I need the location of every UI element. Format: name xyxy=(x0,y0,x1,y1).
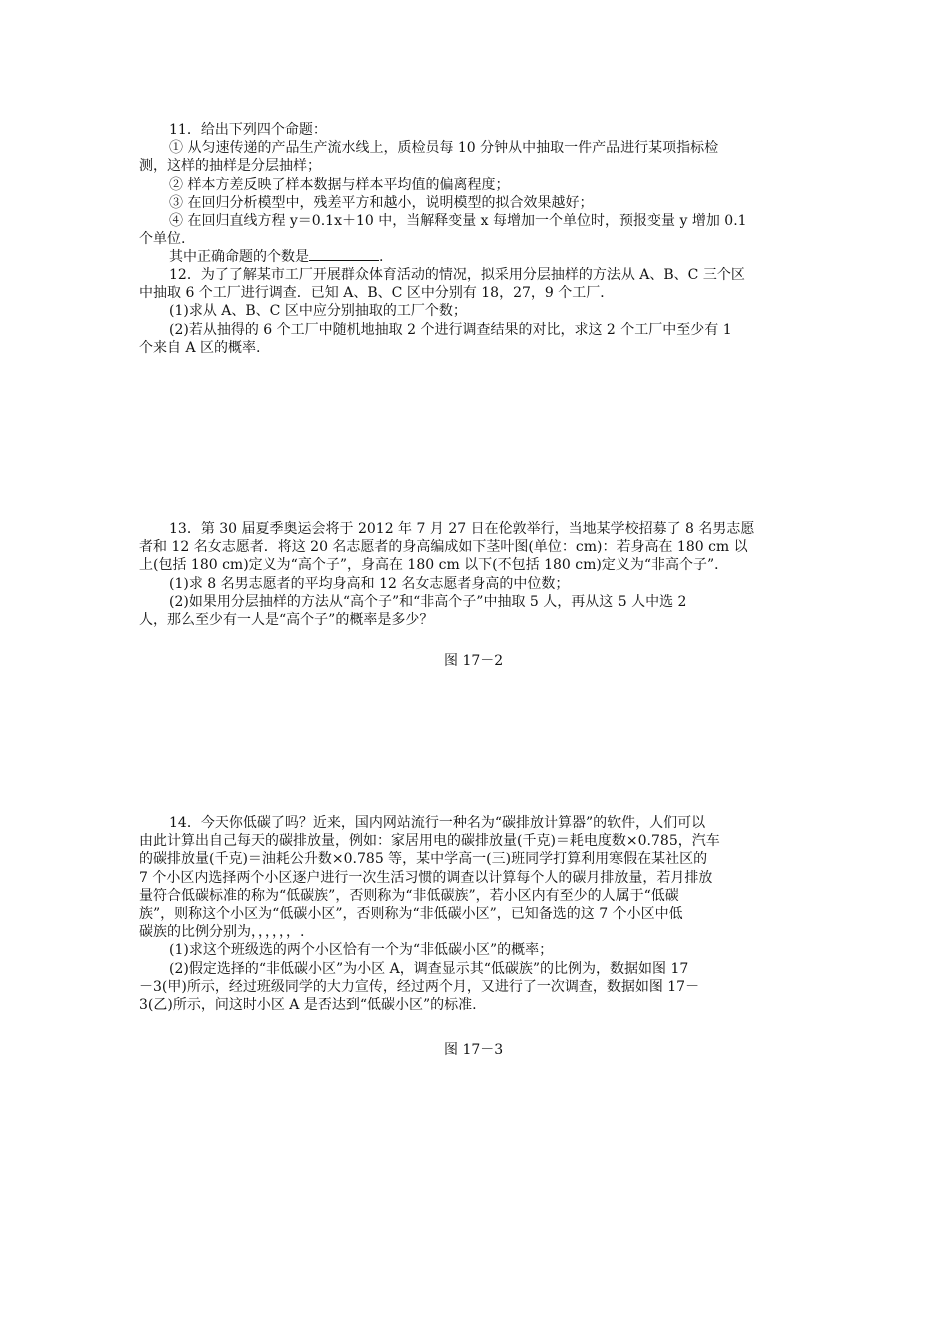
question-12 xyxy=(139,266,811,357)
q13-line-5: (2)如果用分层抽样的方法从“高个子”和“非高个子”中抽取 5 人，再从这 5 人中选 2 xyxy=(169,593,687,610)
q14-line-2: 由此计算出自己每天的碳排放量，例如：家居用电的碳排放量(千克)＝耗电度数×0.785，汽车 xyxy=(139,833,720,850)
q12-line-1: 12．为了了解某市工厂开展群众体育活动的情况，拟采用分层抽样的方法从 A、B、C 三个区 xyxy=(169,267,745,283)
question-11 xyxy=(139,121,811,267)
q11-line-6: ④ 在回归直线方程 y＝0.1x＋10 中，当解释变量 x 每增加一个单位时，预报变量 y 增加 0.1 xyxy=(169,213,747,230)
q11-answer-line xyxy=(139,248,811,266)
q13-line-4: (1)求 8 名男志愿者的平均身高和 12 名女志愿者身高的中位数； xyxy=(169,575,570,592)
question-14 xyxy=(139,814,811,1014)
q11-answer-end: . xyxy=(379,249,384,266)
q11-line-5: ③ 在回归分析模型中，残差平方和越小，说明模型的拟合效果越好； xyxy=(169,194,594,211)
q14-line-9: (2)假定选择的“非低碳小区”为小区 A，调查显示其“低碳族”的比例为，数据如图 17 xyxy=(169,960,689,977)
q11-line-3: 测，这样的抽样是分层抽样； xyxy=(139,158,321,175)
q14-line-5: 量符合低碳标准的称为“低碳族”，否则称为“非低碳族”，若小区内有至少的人属于“低碳 xyxy=(139,887,679,904)
q12-line-4: (2)若从抽得的 6 个工厂中随机地抽取 2 个进行调查结果的对比，求这 2 个工厂中至少有 1 xyxy=(169,321,732,338)
question-13 xyxy=(139,520,811,629)
q11-line-1: 11．给出下列四个命题： xyxy=(169,122,327,138)
q14-line-3: 的碳排放量(千克)＝油耗公升数×0.785 等，某中学高一(三)班同学打算利用寒假在某社区的 xyxy=(139,851,708,868)
q12-line-2: 中抽取 6 个工厂进行调查．已知 A、B、C 区中分别有 18，27，9 个工厂． xyxy=(139,285,615,302)
answer-blank xyxy=(309,248,379,261)
q12-line-5: 个来自 A 区的概率. xyxy=(139,339,261,356)
q12-line-3: (1)求从 A、B、C 区中应分别抽取的工厂个数； xyxy=(169,303,467,320)
q14-line-11: 3(乙)所示，问这时小区 A 是否达到“低碳小区”的标准. xyxy=(139,997,477,1014)
q11-line-2: ① 从匀速传递的产品生产流水线上，质检员每 10 分钟从中抽取一件产品进行某项指标检 xyxy=(169,140,719,157)
q14-line-4: 7 个小区内选择两个小区逐户进行一次生活习惯的调查以计算每个人的碳月排放量，若月排放 xyxy=(139,869,713,886)
q11-line-4: ② 样本方差反映了样本数据与样本平均值的偏离程度； xyxy=(169,176,510,193)
q13-line-1: 13．第 30 届夏季奥运会将于 2012 年 7 月 27 日在伦敦举行，当地某学校招募了 8 名男志愿 xyxy=(169,521,755,537)
q11-line-7: 个单位. xyxy=(139,231,186,248)
q13-line-2: 者和 12 名女志愿者．将这 20 名志愿者的身高编成如下茎叶图(单位：cm)：若身高在 180 cm 以 xyxy=(139,539,748,556)
figure-caption-17-2: 图 17－2 xyxy=(444,653,504,669)
q11-answer-prompt: 其中正确命题的个数是 xyxy=(169,249,309,266)
q14-line-8: (1)求这个班级选的两个小区恰有一个为“非低碳小区”的概率； xyxy=(169,942,554,959)
q14-line-7: 碳族的比例分别为，，，，，，. xyxy=(139,924,305,941)
q14-line-10: －3(甲)所示，经过班级同学的大力宣传，经过两个月，又进行了一次调查，数据如图 17－ xyxy=(139,978,700,995)
q14-line-1: 14．今天你低碳了吗？近来，国内网站流行一种名为“碳排放计算器”的软件，人们可以 xyxy=(169,815,706,831)
q13-line-6: 人，那么至少有一人是“高个子”的概率是多少？ xyxy=(139,612,434,629)
q13-line-3: 上(包括 180 cm)定义为“高个子”，身高在 180 cm 以下(不包括 180 cm)定义为“非高个子”． xyxy=(139,557,729,574)
q14-line-6: 族”，则称这个小区为“低碳小区”，否则称为“非低碳小区”，已知备选的这 7 个小区中低 xyxy=(139,906,683,923)
figure-caption-17-3: 图 17－3 xyxy=(444,1042,504,1058)
